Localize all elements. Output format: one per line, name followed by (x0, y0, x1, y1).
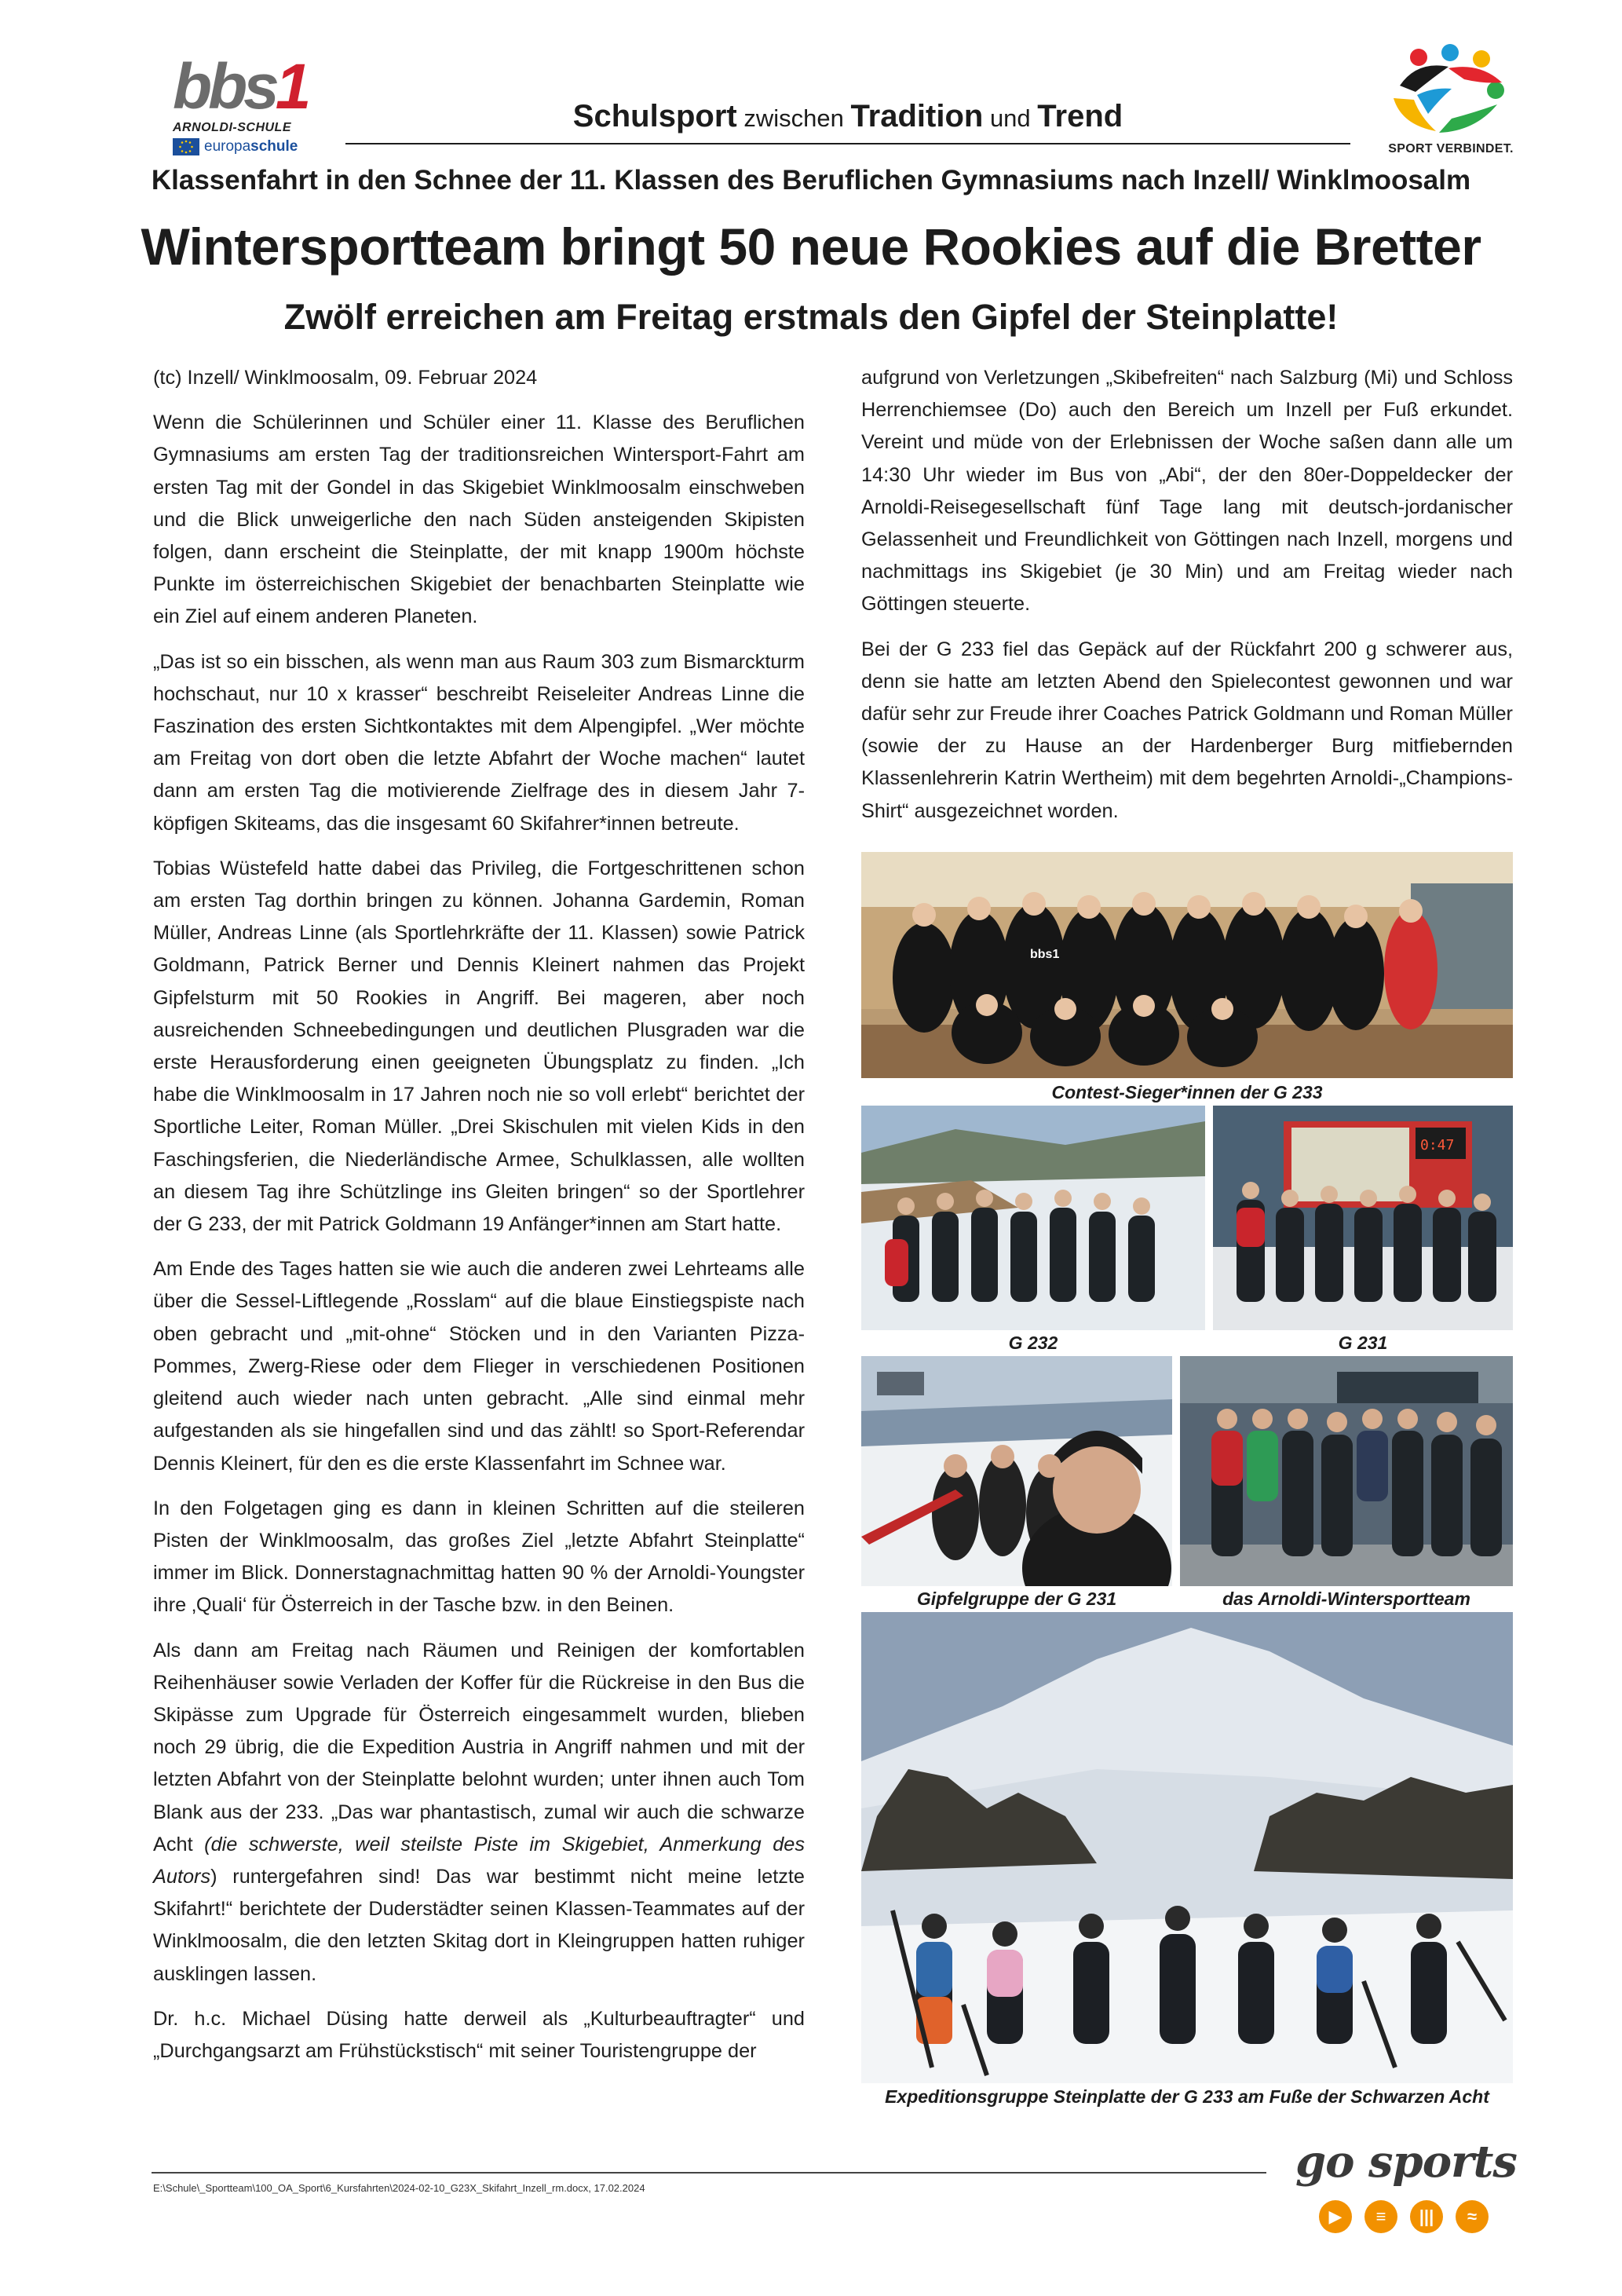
bbs1-wordmark-bbs: bbs (173, 51, 276, 122)
shirt-print-text: bbs1 (1030, 948, 1060, 961)
article-column-right (861, 362, 1513, 840)
menu-icon: ≡ (1364, 2200, 1397, 2233)
article-headline: Wintersportteam bringt 50 neue Rookies auf die Bretter (141, 218, 1481, 276)
article-paragraph-6-italic: (die schwerste, weil steilste Piste im Skigebiet, Anmerkung des Autors (153, 1833, 805, 1888)
photo-contest-winners-g233 (861, 852, 1513, 1078)
bars-icon: ||| (1410, 2200, 1443, 2233)
sport-verbindet-figures-icon (1370, 43, 1527, 144)
photo-summit-group-g231 (861, 1356, 1172, 1586)
caption-contest-winners: Contest-Sieger*innen der G 233 (1051, 1082, 1323, 1102)
header-title-tradition: Tradition (850, 99, 984, 133)
caption-summit-group: Gipfelgruppe der G 231 (916, 1589, 1117, 1609)
photo-arnoldi-wintersport-team (1180, 1356, 1513, 1586)
caption-g231: G 231 (1338, 1333, 1388, 1353)
footer-file-path: E:\Schule\_Sportteam\100_OA_Sport\6_Kursfahrten\2024-02-10_G23X_Skifahrt_Inzell_rm.docx, 17.02.2024 (153, 2182, 645, 2194)
article-paragraph-8: aufgrund von Verletzungen „Skibefreiten“ nach Salzburg (Mi) und Schloss Herrenchiemsee (Do) auch den Bereich um Inzell per Fuß erkundet. Vereint und müde von der Erlebnissen der Woche saßen dann alle um 14:30 Uhr wieder im Bus von „Abi“, der den 80er-Doppeldecker der Arnoldi-Reisegesellschaft fünf Tage lang mit deutsch-jordanischer Gelassenheit und Freundlichkeit von Göttingen nach Inzell, morgens und nachmittags ins Skigebiet (je 30 Min) und am Freitag wieder nach Göttingen steuerte. (861, 367, 1513, 616)
arnoldi-schule-label: ARNOLDI-SCHULE (173, 121, 291, 134)
article-paragraph-5: In den Folgetagen ging es dann in kleinen Schritten auf die steileren Pisten der Winklmoosalm, das großes Ziel „letzte Abfahrt Steinplatte“ immer im Blick. Donnerstagnachmittag hatten 90 % der Arnoldi-Youngster ihre ‚Quali‘ für Österreich in der Tasche bzw. in den Beinen. (153, 1497, 805, 1617)
header-title-zwischen: zwischen (736, 104, 851, 132)
article-paragraph-2: „Das ist so ein bisschen, als wenn man aus Raum 303 zum Bismarckturm hochschaut, nur 10 x krasser“ beschreibt Reiseleiter Andreas Linne die Faszination des ersten Sichtkontaktes mit dem Alpengipfel. „Wer möchte am Freitag von dort oben die letzte Abfahrt der Woche machen“ lautet dann am ersten Tag die motivierende Zielfrage des in diesem Jahr 7-köpfigen Skiteams, das die insgesamt 60 Skifahrer*innen betreute. (153, 650, 805, 835)
caption-wintersport-team: das Arnoldi-Wintersportteam (1222, 1589, 1470, 1609)
header-title-trend: Trend (1037, 99, 1123, 133)
caption-g232: G 232 (1008, 1333, 1058, 1353)
article-paragraph-6 (153, 1635, 805, 1991)
bbs1-wordmark-one: 1 (275, 51, 308, 122)
header-divider (345, 143, 1350, 144)
article-paragraph-6-part-a: Als dann am Freitag nach Räumen und Reinigen der komfortablen Reihenhäuser sowie Verladen der Koffer für die Rückreise in den Bus die Skipässe zum Upgrade für Österreich eingesammelt wurden, blieben noch 29 übrig, die die Expedition Austria in Angriff nahmen und mit der letzten Abfahrt von der Steinplatte belohnt wurden; unter ihnen auch Tom Blank aus der 233. „Das war phantastisch, zumal wir auch die schwarze Acht (153, 1639, 805, 1855)
article-paragraph-7: Dr. h.c. Michael Düsing hatte derweil als „Kulturbeauftragter“ und „Durchgangsarzt am Frühstückstisch“ mit seiner Touristengruppe der (153, 2007, 805, 2062)
europa-word: europa (204, 138, 251, 155)
header-title-schulsport: Schulsport (572, 99, 737, 133)
caption-expedition-group: Expeditionsgruppe Steinplatte der G 233 am Fuße der Schwarzen Acht (885, 2086, 1489, 2107)
page-header-title (345, 99, 1350, 134)
header-title-und: und (983, 104, 1038, 132)
photo-group-g232 (861, 1106, 1205, 1330)
photo-group-g231 (1213, 1106, 1513, 1330)
play-icon: ▶ (1319, 2200, 1352, 2233)
article-dateline: (tc) Inzell/ Winklmoosalm, 09. Februar 2024 (153, 367, 538, 389)
eu-stars-icon (173, 138, 199, 155)
schule-word: schule (250, 138, 298, 155)
photo-expedition-group-steinplatte (861, 1612, 1513, 2083)
go-sports-icon-row (1319, 2200, 1489, 2233)
article-paragraph-1: Wenn die Schülerinnen und Schüler einer 11. Klasse des Beruflichen Gymnasiums am ersten Tag der traditionsreichen Wintersport-Fahrt am ersten Tag mit der Gondel in das Skigebiet Winklmoosalm einschweben und die Blick unweigerliche den nach Süden ansteigenden Skipisten folgen, dann erscheint die Steinplatte, der mit knapp 1900m höchste Punkte im österreichischen Skigebiet der benachbarten Steinplatte wie ein Ziel auf einem anderen Planeten. (153, 411, 805, 628)
article-column-left (153, 362, 805, 2080)
europaschule-label (173, 138, 310, 155)
bbs1-wordmark (173, 51, 310, 122)
bbs1-logo (173, 51, 310, 161)
article-paragraph-3: Tobias Wüstefeld hatte dabei das Privileg, die Fortgeschrittenen schon am ersten Tag dorthin bringen zu können. Johanna Gardemin, Roman Müller, Andreas Linne (als Sportlehrkräfte der 11. Klassen) sowie Patrick Goldmann, Patrick Berner und Dennis Kleinert nahmen das Projekt Gipfelsturm mit 50 Rookies in Angriff. Bei mageren, aber noch ausreichenden Schneebedingungen und deutlichen Plusgraden war die erste Herausforderung einen geeigneten Übungsplatz zu finden. „Ich habe die Winklmoosalm in 17 Jahren noch nie so voll erlebt“ berichtet der Sportliche Leiter, Roman Müller. „Drei Skischulen mit vielen Kids in den Faschingsferien, die Niederländische Armee, Schulklassen, alle wollten an diesem Tag ihre Schützlinge ins Gleiten bringen“ so der Sportlehrer der G 233, der mit Patrick Goldmann 19 Anfänger*innen am Start hatte. (153, 857, 805, 1236)
sport-verbindet-logo (1370, 43, 1527, 161)
article-paragraph-9: Bei der G 233 fiel das Gepäck auf der Rückfahrt 200 g schwerer aus, denn sie hatte am letzten Abend den Spielecontest gewonnen und war dafür sehr zur Freude ihrer Coaches Patrick Goldmann und Roman Müller (sowie der zu Hause an der Hardenberger Burg mitfiebernden Klassenlehrerin Katrin Wertheim) mit dem begehrten Arnoldi-„Champions-Shirt“ ausgezeichnet worden. (861, 638, 1513, 822)
board-time-text: 0:47 (1420, 1137, 1455, 1153)
sport-verbindet-label: SPORT VERBINDET. (1388, 142, 1514, 155)
wave-icon: ≈ (1456, 2200, 1489, 2233)
article-paragraph-4: Am Ende des Tages hatten sie wie auch die anderen zwei Lehrteams alle über die Sessel-Liftlegende „Rosslam“ auf die blaue Einstiegspiste nach oben gebracht und „mit-ohne“ Stöcken und in den Varianten Pizza-Pommes, Zwerg-Riese oder dem Flieger in verschiedenen Positionen gleitend auch wieder nach unten gebracht. „Alle sind einmal mehr aufgestanden als sie hingefallen sind und das zählt! so Sport-Referendar Dennis Kleinert, für den es die erste Klassenfahrt im Schnee war. (153, 1258, 805, 1475)
article-paragraph-6-part-c: ) runtergefahren sind! Das war bestimmt nicht meine letzte Skifahrt!“ berichtete der Duderstädter seinen Klassen-Teammates auf der Winklmoosalm, die den letzten Skitag dort in Kleingruppen hatten ruhiger ausklingen lassen. (153, 1865, 805, 1985)
footer-divider (152, 2172, 1266, 2174)
go-sports-logo: go sports (1295, 2136, 1517, 2188)
article-subheadline: Zwölf erreichen am Freitag erstmals den Gipfel der Steinplatte! (283, 297, 1339, 337)
article-kicker: Klassenfahrt in den Schnee der 11. Klassen des Beruflichen Gymnasiums nach Inzell/ Winklmoosalm (151, 165, 1471, 196)
